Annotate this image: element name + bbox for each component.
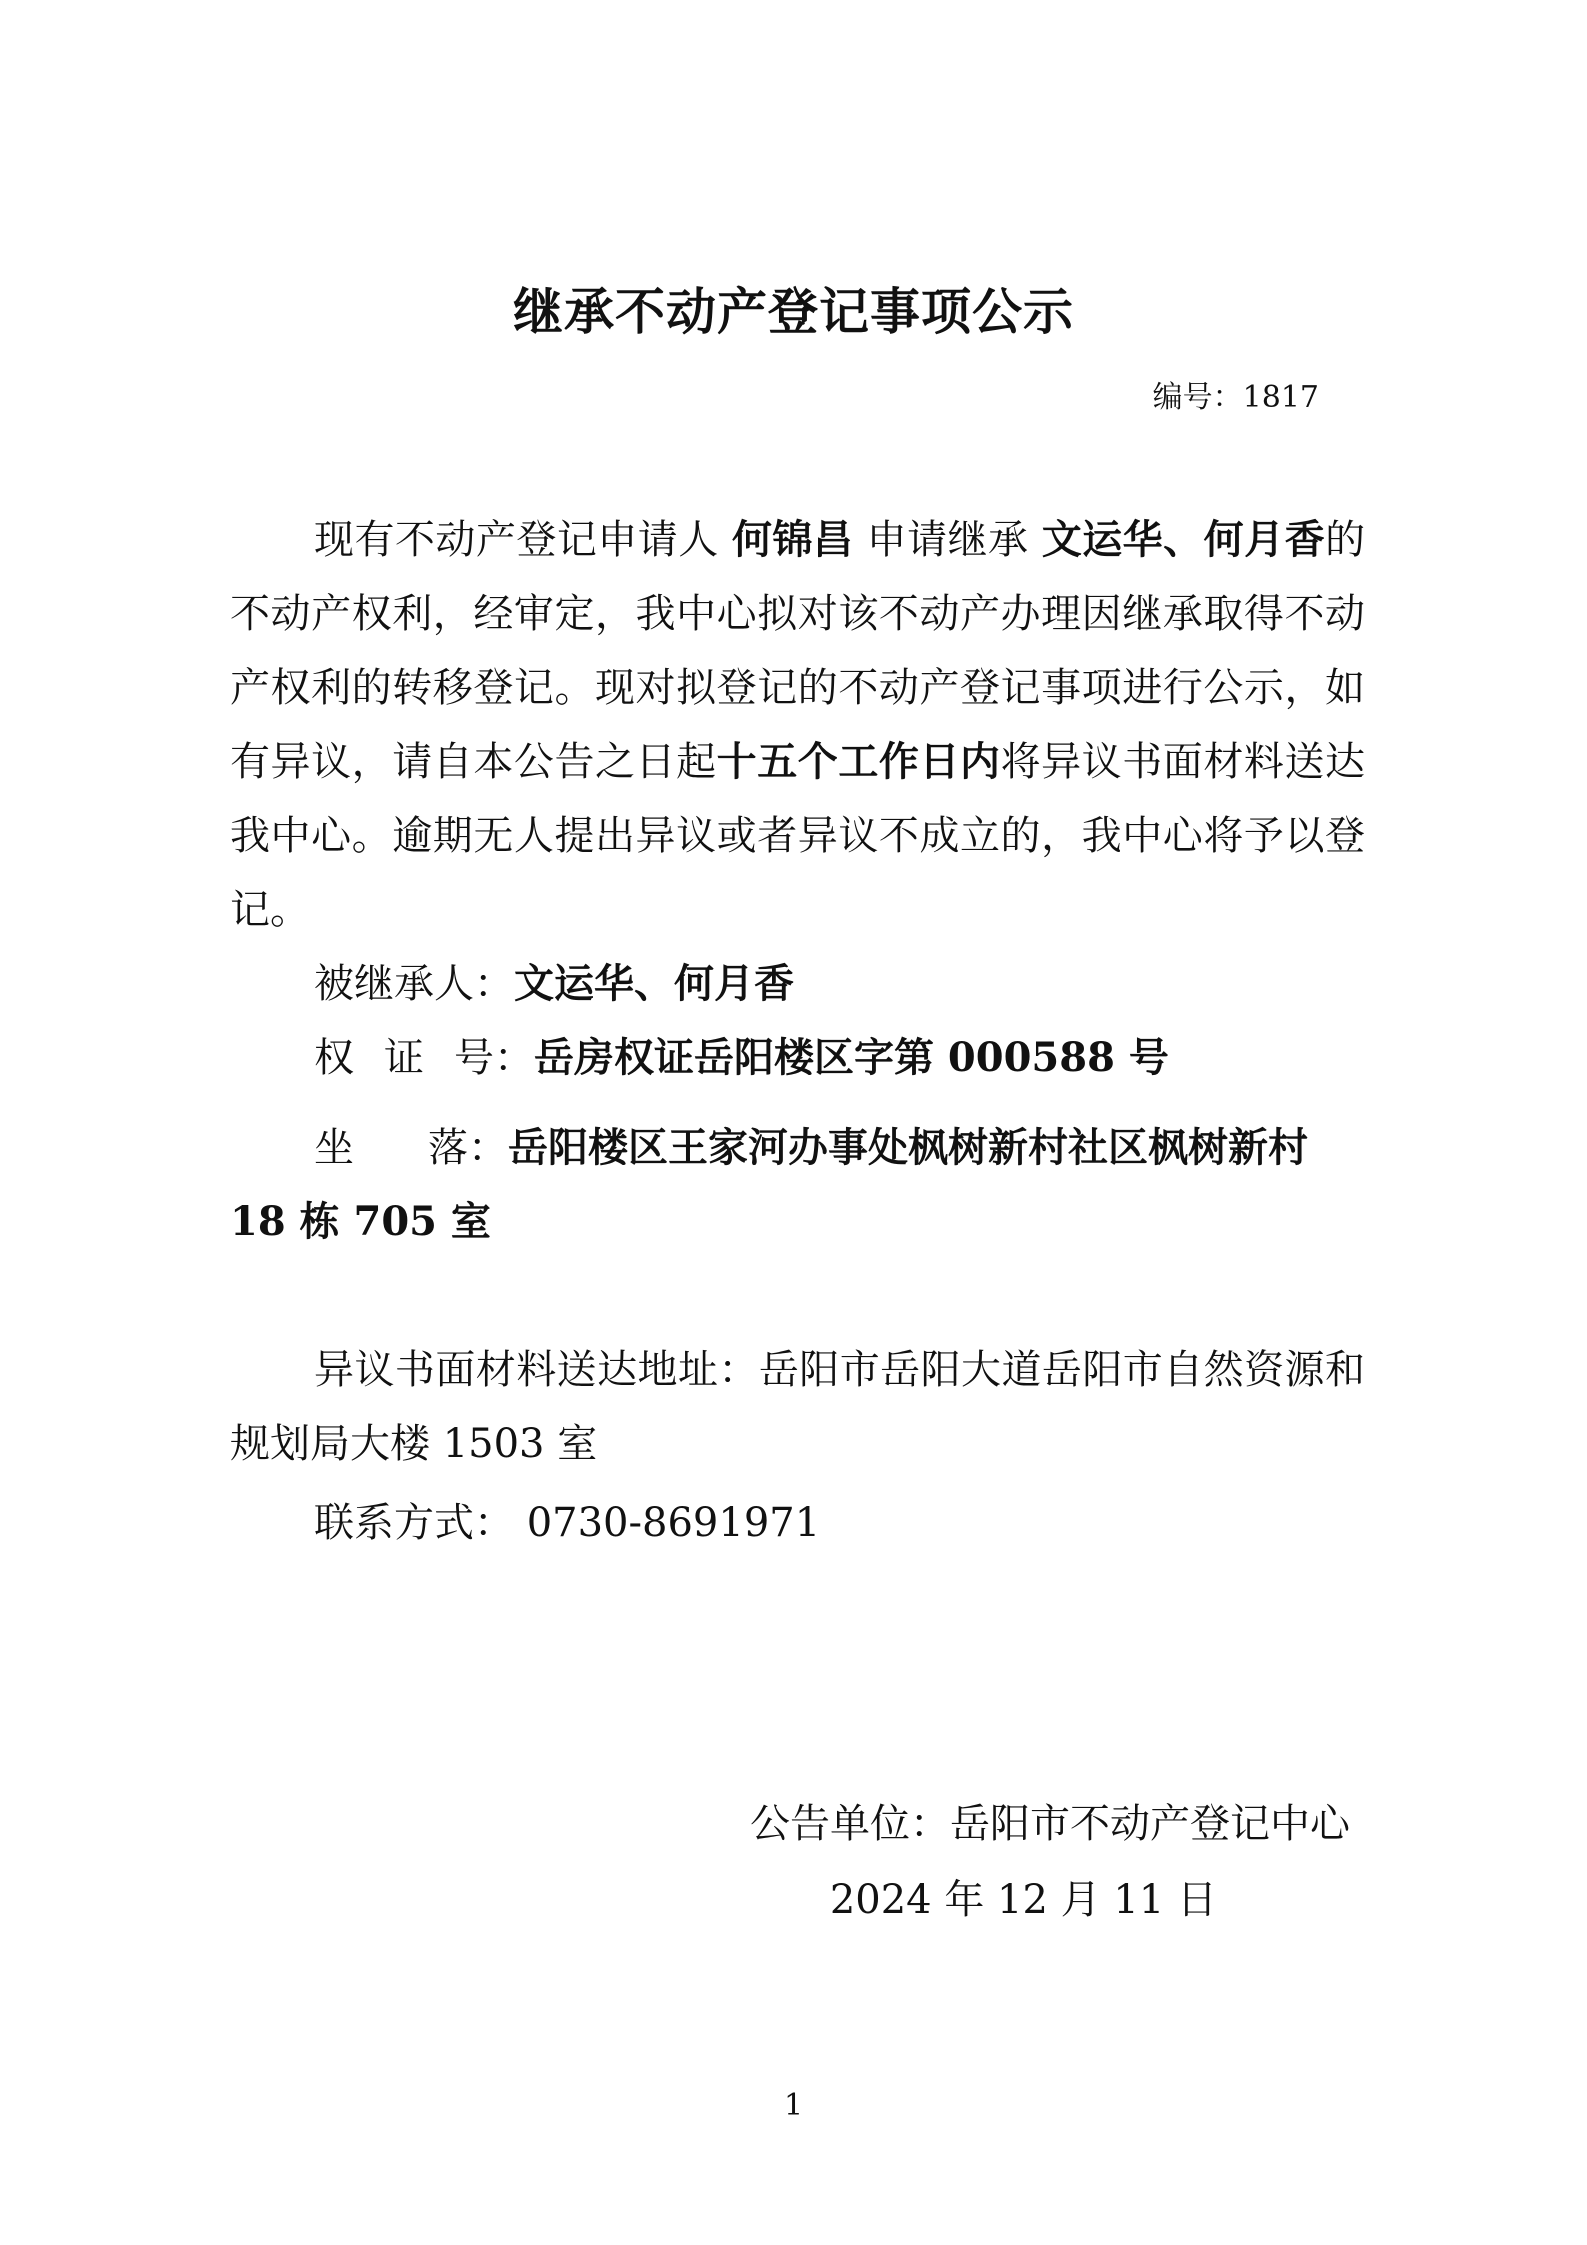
document-number: 编号：1817 (1152, 380, 1319, 415)
deadline-text: 十五个工作日内 (716, 738, 1001, 785)
certificate-field (230, 1021, 1365, 1095)
location-value: 岳阳楼区王家河办事处枫树新村社区枫树新村 18 栋 705 室 (230, 1124, 1308, 1245)
intro-part1: 现有不动产登记申请人 (314, 517, 719, 563)
contact-text: 联系方式： 0730-8691971 (314, 1500, 821, 1546)
objection-address (230, 1333, 1365, 1481)
notice-body (230, 503, 1365, 947)
intro-paragraph (230, 503, 1365, 947)
intro-part4: 将异议书面材料送达我中心。逾期无人提出异议或者异议不成立的，我中心将予以登记。 (230, 739, 1366, 933)
cert-label-1: 权 (314, 1035, 354, 1081)
intro-part2: 申请继承 (866, 517, 1029, 563)
cert-label-2: 证 (384, 1035, 424, 1081)
objection-address-text: 异议书面材料送达地址：岳阳市岳阳大道岳阳市自然资源和规划局大楼 1503 室 (230, 1347, 1365, 1467)
issue-date: 2024 年 12 月 11 日 (829, 1877, 1217, 1923)
location-label-1: 坐 (314, 1125, 354, 1171)
certificate-value: 岳房权证岳阳楼区字第 000588 号 (534, 1034, 1169, 1081)
issuer: 公告单位：岳阳市不动产登记中心 (750, 1801, 1350, 1847)
decedent-label: 被继承人： (314, 961, 514, 1007)
location-label-2: 落： (428, 1125, 508, 1171)
decedent-names: 文运华、何月香 (1041, 516, 1326, 563)
page-number: 1 (783, 2088, 804, 2123)
decedent-field (230, 947, 1365, 1021)
location-field (230, 1111, 1365, 1259)
contact-line (230, 1486, 1365, 1560)
intro-part3: 的不动产权利，经审定，我中心拟对该不动产办理因继承取得不动产权利的转移登记。现对拟登记的不动产登记事项进行公示，如有异议，请自本公告之日起 (230, 517, 1366, 785)
cert-label-3: 号： (454, 1035, 534, 1081)
applicant-name: 何锦昌 (731, 516, 854, 563)
decedent-value: 文运华、何月香 (514, 960, 794, 1007)
page-title: 继承不动产登记事项公示 (513, 283, 1074, 341)
